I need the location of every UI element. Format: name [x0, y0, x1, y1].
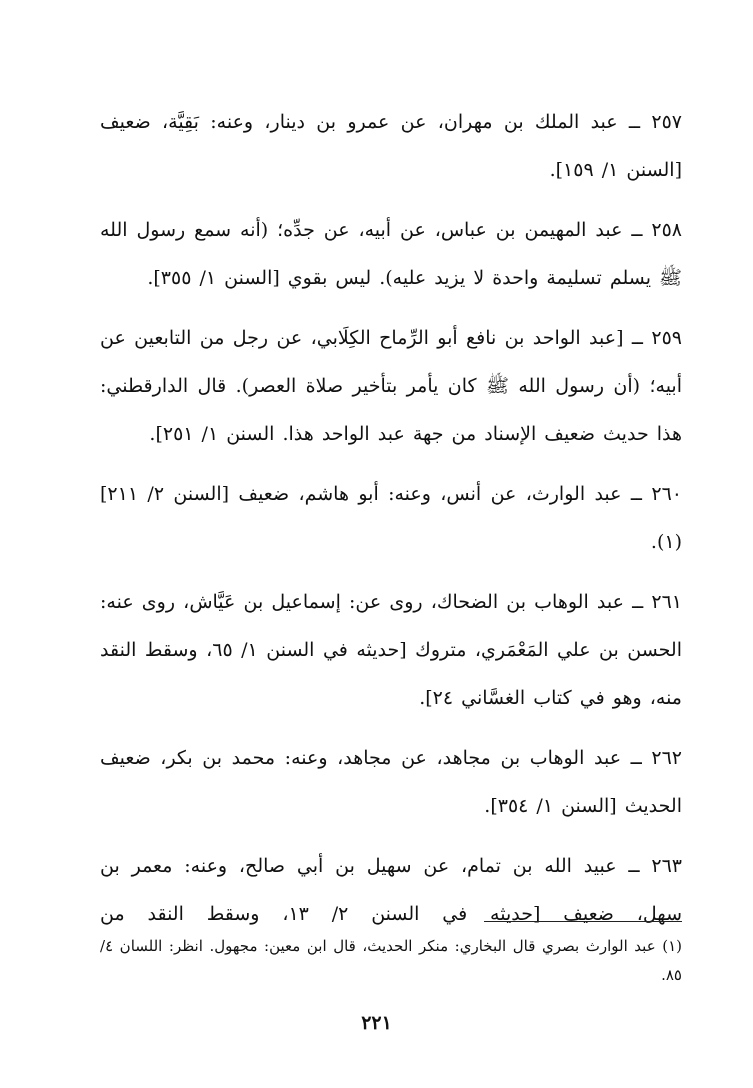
entry-text: ٢٥٩ ــ [عبد الواحد بن نافع أبو الرِّماح الكِلَابي، عن رجل من التابعين عن أبيه؛ (أن رسول الله ﷺ كان يأمر بتأخير صلاة العصر). قال الدارقطني: هذا حديث ضعيف الإسناد من جهة عبد الواحد هذا. السنن ١/ ٢٥١]. — [100, 327, 682, 445]
entry-text: ٢٦٠ ــ عبد الوارث، عن أنس، وعنه: أبو هاشم، ضعيف [السنن ٢/ ٢١١](١). — [100, 483, 682, 553]
entry-257 — [100, 98, 682, 194]
entry-259 — [100, 314, 682, 458]
page-number: ٢٢١ — [361, 1012, 392, 1034]
entry-260 — [100, 470, 682, 566]
entry-text: ٢٥٨ ــ عبد المهيمن بن عباس، عن أبيه، عن جدِّه؛ (أنه سمع رسول الله ﷺ يسلم تسليمة واحدة لا يزيد عليه). ليس بقوي [السنن ١/ ٣٥٥]. — [100, 219, 682, 289]
entry-258 — [100, 206, 682, 302]
entry-261 — [100, 578, 682, 722]
entry-263 — [100, 842, 682, 938]
entry-text: ٢٦٢ ــ عبد الوهاب بن مجاهد، عن مجاهد، وعنه: محمد بن بكر، ضعيف الحديث [السنن ١/ ٣٥٤]. — [100, 747, 682, 817]
footnote-divider — [484, 921, 682, 922]
entries-list — [100, 98, 682, 950]
entry-text: ٢٦١ ــ عبد الوهاب بن الضحاك، روى عن: إسماعيل بن عَيَّاش، روى عنه: الحسن بن علي المَعْمَري، متروك [حديثه في السنن ١/ ٦٥، وسقط النقد منه، وهو في كتاب الغسَّاني ٢٤]. — [100, 591, 682, 709]
footnote: (١) عبد الوارث بصري قال البخاري: منكر الحديث، قال ابن معين: مجهول. انظر: اللسان ٤/ ٨٥. — [100, 937, 682, 984]
entry-text: ٢٥٧ ــ عبد الملك بن مهران، عن عمرو بن دينار، وعنه: بَقِيَّة، ضعيف [السنن ١/ ١٥٩]. — [100, 111, 682, 181]
entry-262 — [100, 734, 682, 830]
entry-text: ٢٦٣ ــ عبيد الله بن تمام، عن سهيل بن أبي صالح، وعنه: معمر بن سهل، ضعيف [حديثه في السنن ٢/ ١٣، وسقط النقد من — [100, 855, 682, 925]
